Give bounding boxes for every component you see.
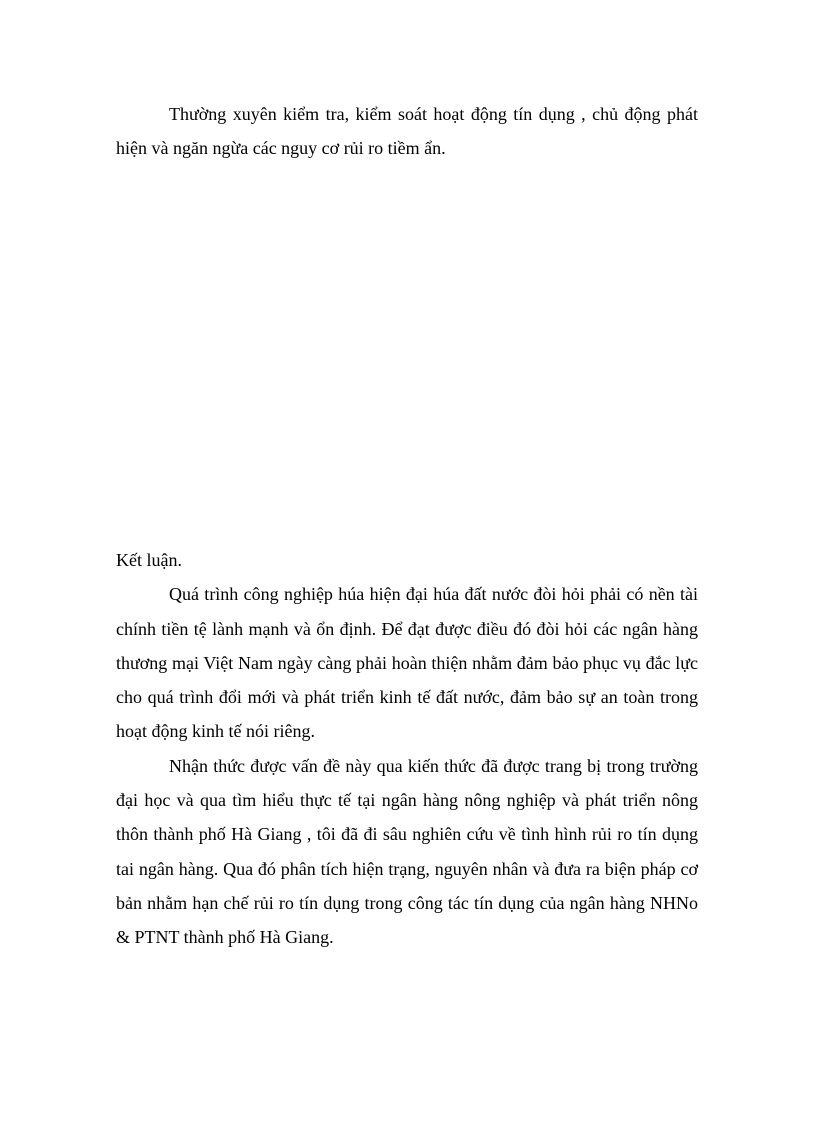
intro-paragraph: Thường xuyên kiểm tra, kiểm soát hoạt động tín dụng , chủ động phát hiện và ngăn ngừa các nguy cơ rủi ro tiềm ẩn.	[116, 104, 698, 159]
conclusion-heading: Kết luận.	[116, 550, 182, 570]
conclusion-section	[116, 543, 698, 955]
intro-section	[116, 97, 698, 166]
conclusion-paragraph-1: Quá trình công nghiệp húa hiện đại húa đất nước đòi hỏi phải có nền tài chính tiền tệ lành mạnh và ổn định. Để đạt được điều đó đòi hỏi các ngân hàng thương mại Việt Nam ngày càng phải hoàn thiện nhằm đảm bảo phục vụ đắc lực cho quá trình đổi mới và phát triển kinh tế đất nước, đảm bảo sự an toàn trong hoạt động kinh tế nói riêng.	[116, 584, 698, 742]
conclusion-paragraph-2: Nhận thức được vấn đề này qua kiến thức đã được trang bị trong trường đại học và qua tìm hiểu thực tế tại ngân hàng nông nghiệp và phát triển nông thôn thành phố Hà Giang , tôi đã đi sâu nghiên cứu về tình hình rủi ro tín dụng tai ngân hàng. Qua đó phân tích hiện trạng, nguyên nhân và đưa ra biện pháp cơ bản nhằm hạn chế rủi ro tín dụng trong công tác tín dụng của ngân hàng NHNo & PTNT thành phố Hà Giang.	[116, 755, 698, 948]
